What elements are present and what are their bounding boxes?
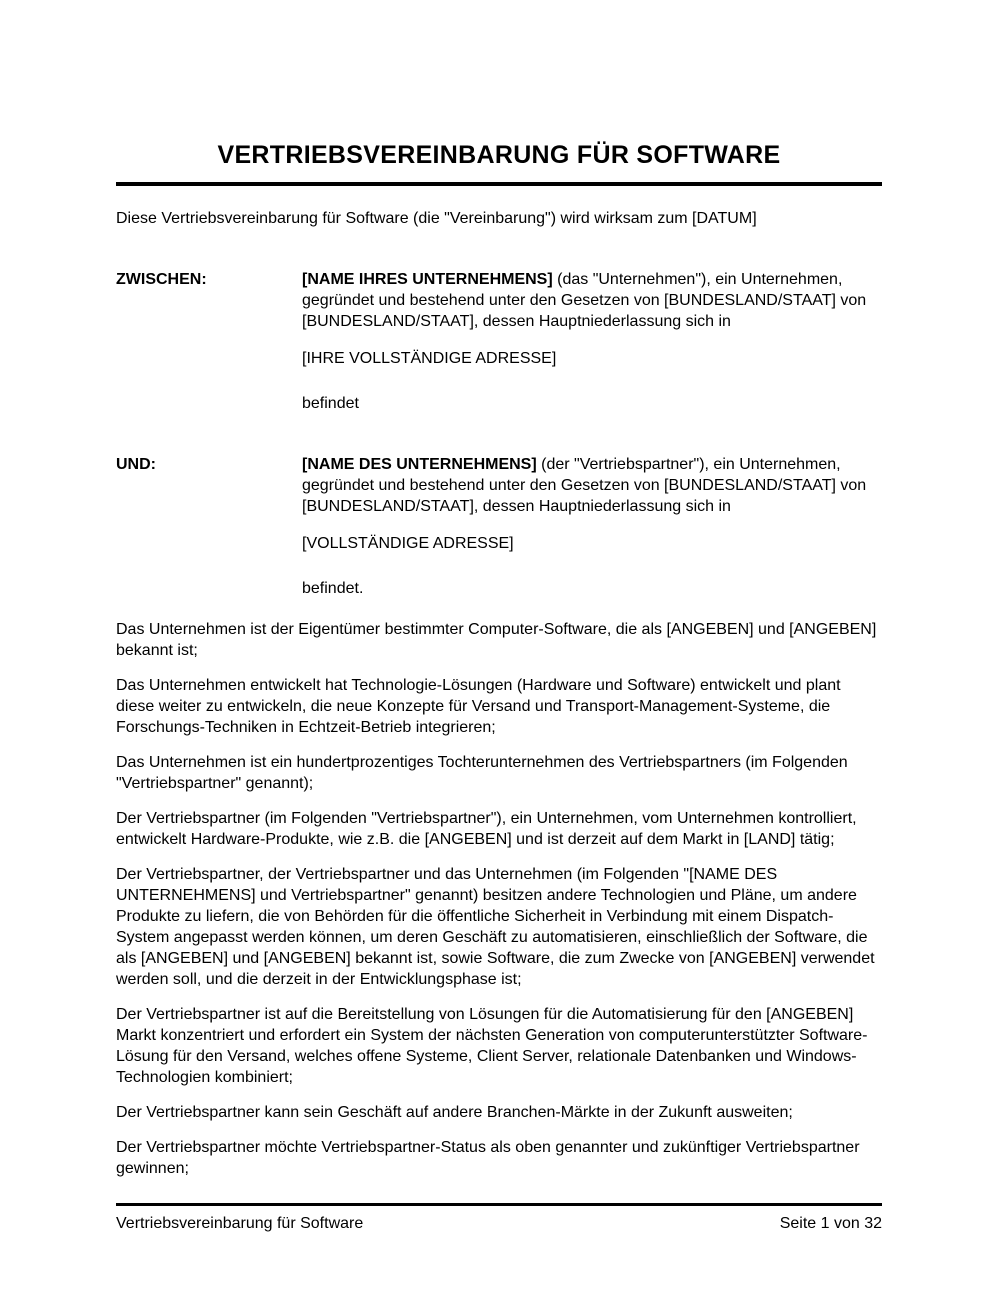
- party-name-placeholder: [NAME DES UNTERNEHMENS]: [302, 456, 537, 473]
- party-address-placeholder: [IHRE VOLLSTÄNDIGE ADRESSE]: [302, 350, 557, 367]
- party-block-zwischen: [116, 269, 882, 414]
- party-name-placeholder: [NAME IHRES UNTERNEHMENS]: [302, 271, 553, 288]
- recital-paragraph: Der Vertriebspartner ist auf die Bereitstellung von Lösungen für die Automatisierung für den [ANGEBEN] Markt konzentriert und erfordert ein System der nächsten Generation von computerunterstützter Software-Lösung für den Versand, welches offene Systeme, Client Server, relationale Datenbanken und Windows-Technologien kombiniert;: [116, 1006, 868, 1086]
- document-content: [116, 0, 882, 1193]
- recital-paragraph: Der Vertriebspartner möchte Vertriebspartner-Status als oben genannter und zukünftiger Vertriebspartner gewinnen;: [116, 1139, 860, 1177]
- party-description: [302, 454, 882, 517]
- intro-paragraph: Diese Vertriebsvereinbarung für Software (die "Vereinbarung") wird wirksam zum [DATUM]: [116, 210, 757, 227]
- page-footer: [116, 1203, 882, 1234]
- party-label-zwischen: ZWISCHEN:: [116, 271, 207, 288]
- recital-paragraph: Das Unternehmen ist der Eigentümer bestimmter Computer-Software, die als [ANGEBEN] und [ANGEBEN] bekannt ist;: [116, 621, 877, 659]
- party-body-und: [302, 454, 882, 599]
- party-suffix: befindet: [302, 395, 359, 412]
- party-description-rest: (das "Unternehmen"), ein Unternehmen, gegründet und bestehend unter den Gesetzen von [BUNDESLAND/STAAT] von [BUNDESLAND/STAAT], dessen Hauptniederlassung sich in: [302, 271, 867, 330]
- party-description-rest: (der "Vertriebspartner"), ein Unternehmen, gegründet und bestehend unter den Gesetzen von [BUNDESLAND/STAAT] von [BUNDESLAND/STAAT], dessen Hauptniederlassung sich in: [302, 456, 867, 515]
- party-description: [302, 269, 882, 332]
- title-divider: [116, 182, 882, 186]
- recital-paragraph: Der Vertriebspartner, der Vertriebspartner und das Unternehmen (im Folgenden "[NAME DES UNTERNEHMENS] und Vertriebspartner" genannt) besitzen andere Technologien und Pläne, um andere Produkte zu liefern, die von Behörden für die öffentliche Sicherheit in Verbindung mit einem Dispatch-System angepasst werden können, um deren Geschäft zu automatisieren, einschließlich der Software, die als [ANGEBEN] und [ANGEBEN] bekannt ist, sowie Software, die zum Zwecke von [ANGEBEN] verwendet werden soll, und die derzeit in der Entwicklungsphase ist;: [116, 866, 875, 988]
- recitals-section: [116, 619, 882, 1179]
- footer-row: [116, 1206, 882, 1234]
- party-suffix: befindet.: [302, 580, 364, 597]
- footer-document-name: Vertriebsvereinbarung für Software: [116, 1215, 364, 1232]
- recital-paragraph: Das Unternehmen ist ein hundertprozentiges Tochterunternehmen des Vertriebspartners (im Folgenden "Vertriebspartner" genannt);: [116, 754, 848, 792]
- party-body-zwischen: [302, 269, 882, 414]
- footer-page-number: Seite 1 von 32: [779, 1215, 882, 1232]
- page-title: VERTRIEBSVEREINBARUNG FÜR SOFTWARE: [217, 141, 781, 169]
- recital-paragraph: Der Vertriebspartner (im Folgenden "Vertriebspartner"), ein Unternehmen, vom Unternehmen kontrolliert, entwickelt Hardware-Produkte, wie z.B. die [ANGEBEN] und ist derzeit auf dem Markt in [LAND] tätig;: [116, 810, 857, 848]
- recital-paragraph: Das Unternehmen entwickelt hat Technologie-Lösungen (Hardware und Software) entwickelt und plant diese weiter zu entwickeln, die neue Konzepte für Versand und Transport-Management-Systeme, die Forschungs-Techniken in Echtzeit-Betrieb integrieren;: [116, 677, 841, 736]
- party-label-und: UND:: [116, 456, 156, 473]
- recital-paragraph: Der Vertriebspartner kann sein Geschäft auf andere Branchen-Märkte in der Zukunft ausweiten;: [116, 1104, 793, 1121]
- party-block-und: [116, 454, 882, 599]
- party-address-placeholder: [VOLLSTÄNDIGE ADRESSE]: [302, 535, 514, 552]
